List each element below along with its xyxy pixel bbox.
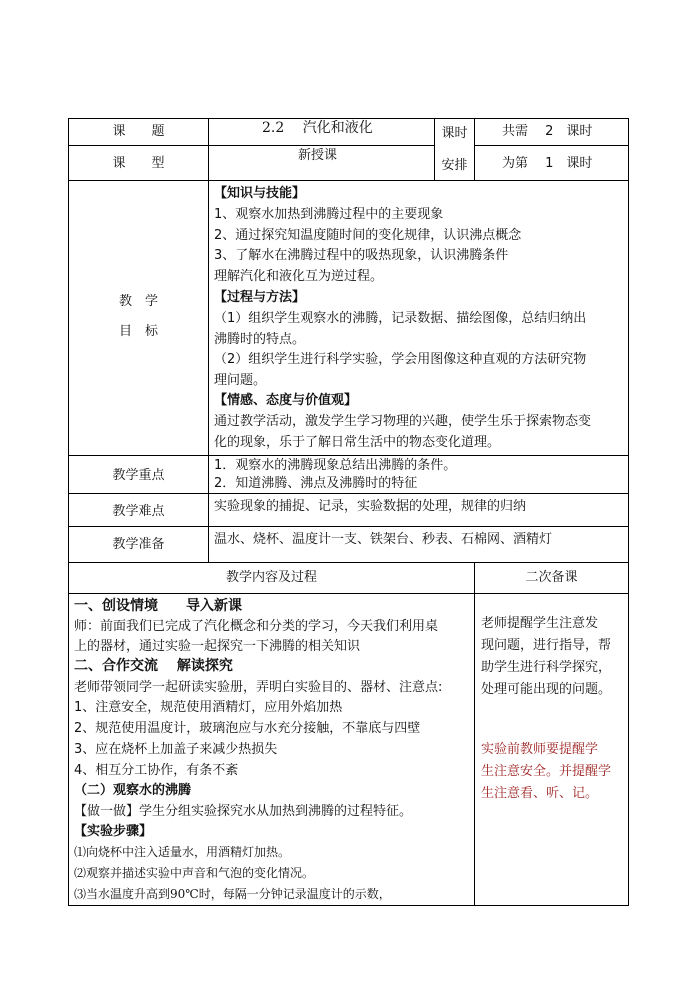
objectives-label-1: 教 学 [118,294,158,309]
content-line: 老师带领同学一起研读实验册，弄明白实验目的、器材、注意点: [74,680,443,695]
note-line: 老师提醒学生注意发 [481,616,599,631]
step-item: ⑶当水温度升高到90℃时，每隔一分钟记录温度计的示数， [74,887,391,901]
row-divider [68,562,629,563]
process-heading: 【过程与方法】 [214,290,306,305]
table-bottom-border [68,905,629,906]
note-line: 处理可能出现的问题。 [481,682,612,697]
key-point-item: 2．知道沸腾、沸点及沸腾时的特征 [214,476,418,491]
section-2-title: 二、合作交流 解读探究 [74,658,233,674]
emotion-item: 通过教学活动，激发学生学习物理的兴趣，使学生乐于探索物态变 [214,414,592,429]
content-heading: 教学内容及过程 [225,570,317,585]
knowledge-item: 理解汽化和液化互为逆过程。 [214,269,384,284]
content-line: 4、相互分工协作，有条不紊 [74,763,239,778]
lesson-title: 2.2 汽化和液化 [262,120,373,136]
difficulty-text: 实验现象的捕捉、记录，实验数据的处理，规律的归纳 [214,499,527,514]
row-divider [68,526,629,527]
content-line: 师：前面我们已完成了汽化概念和分类的学习，今天我们利用桌 [74,619,439,634]
objectives-label-2: 目 标 [118,324,158,339]
col-divider [474,562,475,906]
row-divider [68,493,629,494]
total-periods: 共需 2 课时 [502,124,593,139]
red-note-line: 实验前教师要提醒学 [481,742,599,757]
note-line: 现问题，进行指导，帮 [481,638,612,653]
process-item: 理问题。 [214,373,267,388]
row-divider [68,145,434,146]
key-point-item: 1．观察水的沸腾现象总结出沸腾的条件。 [214,458,457,473]
col-divider [474,118,475,181]
row-divider [474,145,629,146]
content-line: 3、应在烧杯上加盖子来减少热损失 [74,742,278,757]
row-divider [68,180,629,181]
col-divider [208,118,209,456]
step-item: ⑵观察并描述实验中声音和气泡的变化情况。 [74,866,315,880]
col-divider [208,455,209,563]
an-pai-label: 安排 [441,158,468,173]
row-divider [68,593,629,594]
content-line: 【做一做】学生分组实验探究水从加热到沸腾的过程特征。 [74,804,413,819]
knowledge-heading: 【知识与技能】 [214,186,306,201]
ke-xing-label: 课 型 [112,156,165,171]
current-period: 为第 1 课时 [502,156,593,171]
ke-ti-label: 课 题 [112,124,165,139]
content-line: 上的器材，通过实验一起探究一下沸腾的相关知识 [74,639,361,654]
section-1-title: 一、创设情境 导入新课 [74,598,242,614]
knowledge-item: 3、了解水在沸腾过程中的吸热现象，认识沸腾条件 [214,248,509,263]
process-item: （2）组织学生进行科学实验，学会用图像这种直观的方法研究物 [214,352,587,367]
process-item: （1）组织学生观察水的沸腾，记录数据、描绘图像，总结归纳出 [214,311,587,326]
step-item: ⑴向烧杯中注入适量水，用酒精灯加热。 [74,845,291,859]
preparation-text: 温水、烧杯、温度计一支、铁架台、秒表、石棉网、酒精灯 [214,532,553,547]
section-3-title: （二）观察水的沸腾 [74,783,192,798]
red-note-line: 生注意看、听、记。 [481,786,599,801]
ke-shi-label: 课时 [441,126,468,141]
emotion-heading: 【情感、态度与价值观】 [214,393,358,408]
note-line: 助学生进行科学探究， [481,660,612,675]
notes-heading: 二次备课 [525,570,578,585]
lesson-type: 新授课 [298,148,338,163]
red-note-line: 生注意安全。并提醒学 [481,764,612,779]
knowledge-item: 1、观察水加热到沸腾过程中的主要现象 [214,207,444,222]
preparation-label: 教学准备 [112,537,165,552]
emotion-item: 化的现象，乐于了解日常生活中的物态变化道理。 [214,435,501,450]
knowledge-item: 2、通过探究知温度随时间的变化规律，认识沸点概念 [214,228,522,243]
key-points-label: 教学重点 [112,468,165,483]
content-line: 2、规范使用温度计，玻璃泡应与水充分接触，不靠底与四壁 [74,721,421,736]
steps-heading: 【实验步骤】 [74,824,153,839]
table-right-border [628,118,629,906]
process-item: 沸腾时的特点。 [214,332,306,347]
difficulty-label: 教学难点 [112,504,165,519]
content-line: 1、注意安全，规范使用酒精灯，应用外焰加热 [74,700,343,715]
